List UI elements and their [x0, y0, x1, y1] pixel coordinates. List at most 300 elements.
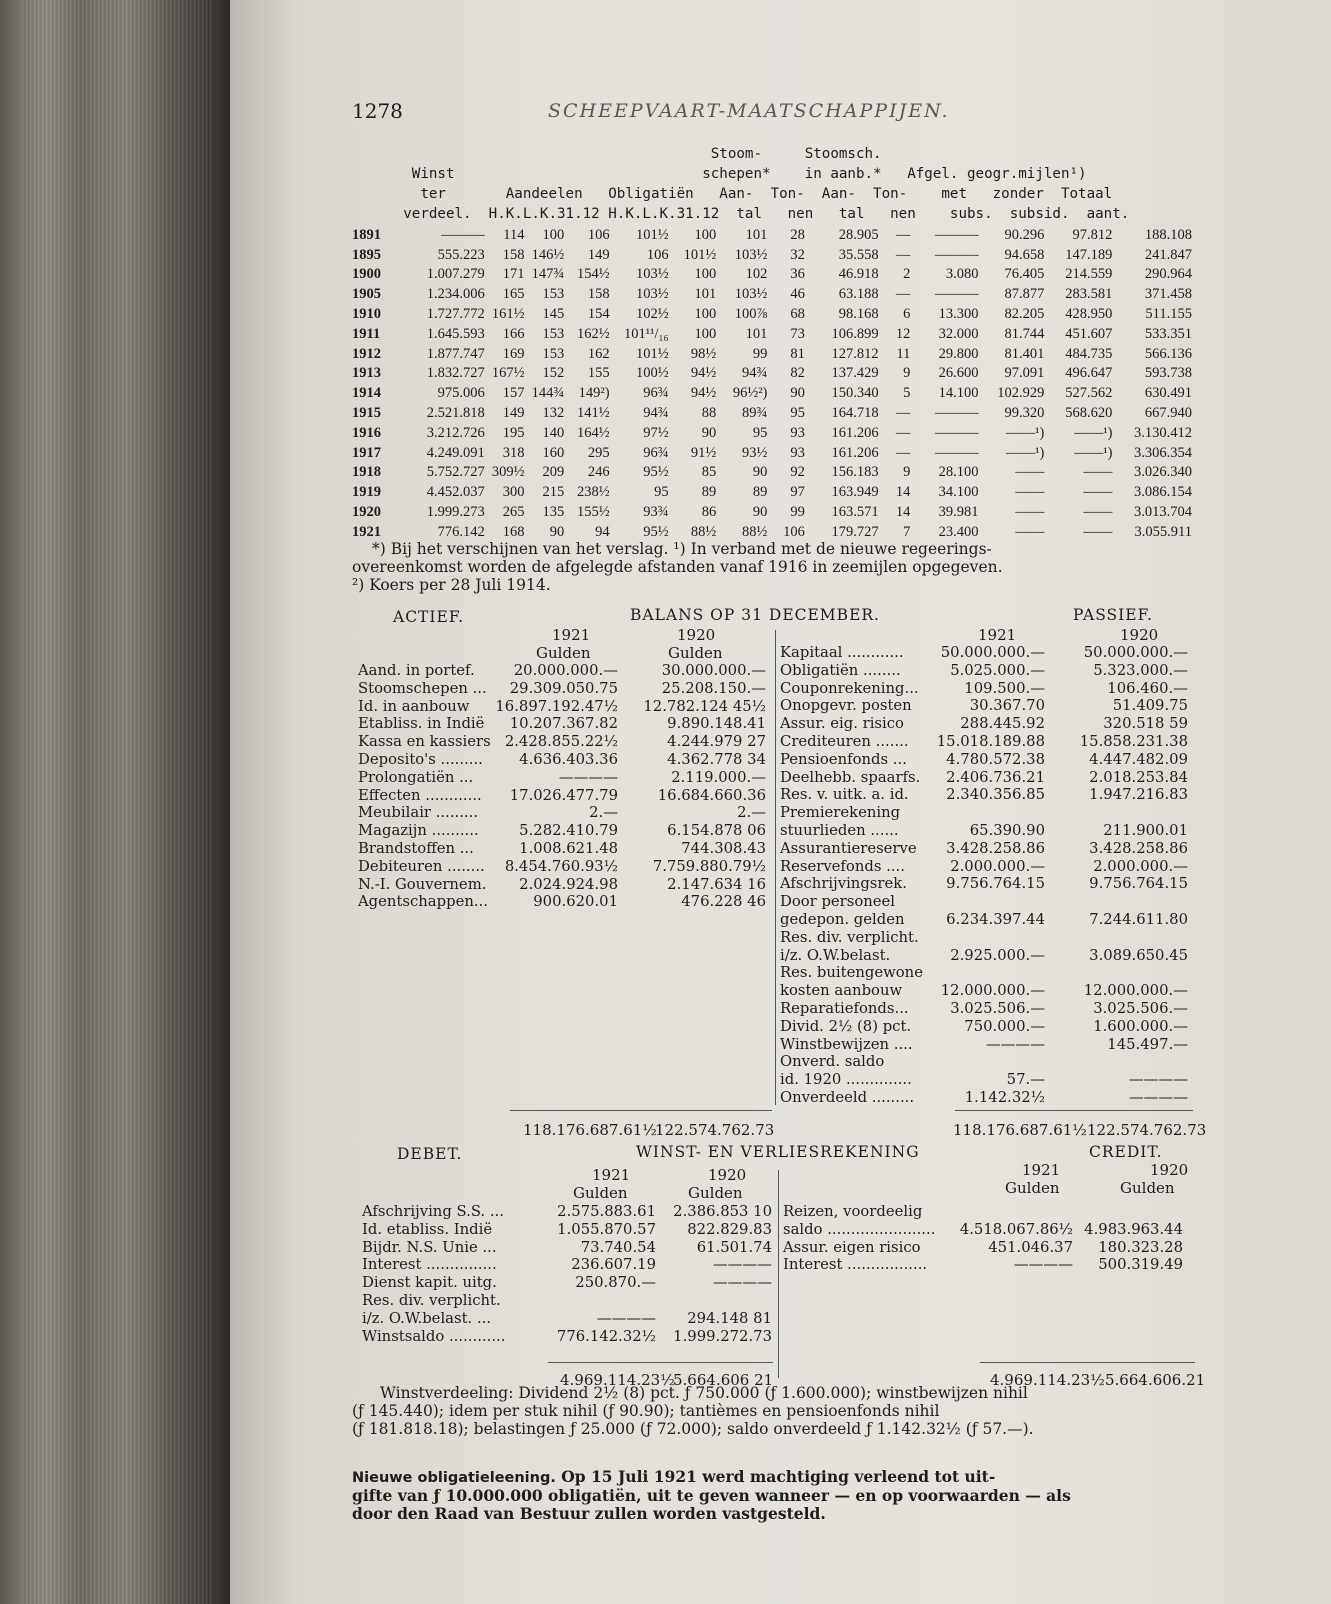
row-cell: 99.320 [1004, 404, 1045, 421]
winst-unit-d: Gulden [1120, 1179, 1175, 1197]
account-value-previous: ———— [1128, 1088, 1188, 1106]
row-year: 1920 [352, 503, 381, 520]
account-value-current: 776.142.32½ [556, 1327, 656, 1345]
row-year: 1918 [352, 464, 381, 481]
row-cell: 102½ [636, 305, 669, 322]
account-line [358, 876, 768, 894]
account-line [780, 947, 1200, 965]
account-line [358, 840, 768, 858]
row-cell: 9 [903, 464, 911, 481]
winst-total-left-b: 5.664.606 21 [673, 1371, 774, 1389]
account-value-previous: 12.000.000.— [1083, 982, 1188, 1000]
debet-heading: DEBET. [397, 1145, 463, 1163]
row-cell: 164.718 [831, 404, 879, 421]
fleet-table-row [352, 382, 1192, 402]
row-cell: 100 [694, 226, 717, 243]
account-value-previous: 106.460.— [1107, 679, 1188, 697]
row-cell: 144¾ [531, 385, 565, 402]
account-value-current: 451.046.37 [988, 1238, 1073, 1256]
account-value-previous: 4.983.963.44 [1084, 1220, 1183, 1238]
row-cell: 101½ [683, 246, 717, 263]
account-line [362, 1239, 774, 1257]
account-line [362, 1328, 774, 1346]
row-cell: 82.205 [1004, 305, 1045, 322]
row-cell: 169 [502, 345, 525, 362]
winst-total-right-a: 4.969.114.23½ [990, 1371, 1105, 1389]
fleet-table-row [352, 323, 1192, 343]
account-value-previous: 1.947.216.83 [1089, 786, 1188, 804]
row-cell: 776.142 [437, 523, 485, 540]
row-cell: 593.738 [1144, 365, 1192, 382]
row-cell: 90 [549, 523, 565, 540]
account-value-current: 250.870.— [575, 1274, 656, 1292]
balans-year-c: 1921 [978, 626, 1017, 644]
row-cell: 97.812 [1072, 226, 1113, 243]
account-value-previous: 5.323.000.— [1093, 661, 1188, 679]
account-value-current: 4.518.067.86½ [959, 1220, 1073, 1238]
winst-total-line-right [980, 1362, 1195, 1363]
fleet-table-row [352, 224, 1192, 244]
row-cell: 100⅞ [734, 305, 768, 322]
row-cell: —— [1083, 464, 1113, 481]
row-cell: 28.905 [838, 226, 879, 243]
account-value-previous: ———— [1128, 1071, 1188, 1089]
account-line [780, 1053, 1200, 1071]
account-line [358, 680, 768, 698]
page-number: 1278 [352, 99, 403, 123]
row-cell: 7 [903, 523, 911, 540]
row-cell: 95 [654, 484, 669, 501]
row-cell: ——— [934, 404, 979, 421]
account-value-current: 57.— [1006, 1071, 1045, 1089]
account-value-previous: 294.148 81 [687, 1309, 772, 1327]
account-value-current: 9.756.764.15 [946, 875, 1045, 893]
winst-total-left-a: 4.969.114.23½ [560, 1371, 675, 1389]
account-value-previous: 3.089.650.45 [1089, 946, 1188, 964]
fleet-table-row [352, 501, 1192, 521]
balans-year-d: 1920 [1120, 626, 1159, 644]
row-cell: 141½ [576, 404, 610, 421]
row-year: 1910 [352, 305, 381, 322]
winst-year-d: 1920 [1150, 1161, 1189, 1179]
account-value-previous: 15.858.231.38 [1079, 732, 1188, 750]
row-cell: 1.999.273 [426, 503, 485, 520]
actief-heading: ACTIEF. [393, 608, 465, 626]
account-line [780, 964, 1200, 982]
account-line [780, 751, 1200, 769]
account-line [358, 858, 768, 876]
account-line [358, 698, 768, 716]
account-label: Id. etabliss. Indië [362, 1220, 493, 1238]
account-label: Winstsaldo ............ [362, 1327, 506, 1345]
account-line [358, 751, 768, 769]
row-cell: — [895, 444, 911, 461]
row-cell: 101½ [636, 345, 669, 362]
row-cell: 484.735 [1065, 345, 1113, 362]
account-value-current: 900.620.01 [533, 893, 618, 911]
account-label: Magazijn .......... [358, 822, 479, 840]
row-cell: 163.949 [831, 484, 879, 501]
account-value-previous: 2.018.253.84 [1089, 768, 1188, 786]
row-cell: 167½ [491, 365, 525, 382]
account-label: Onopgevr. posten [780, 697, 912, 715]
row-cell: 101 [745, 325, 768, 342]
account-value-current: 8.454.760.93½ [504, 857, 618, 875]
fleet-header-line: Winst schepen* in aanb.* Afgel. geogr.mijlen¹) [352, 166, 1087, 182]
row-cell: 527.562 [1065, 385, 1113, 402]
account-line [358, 662, 768, 680]
row-cell: 102.929 [997, 385, 1045, 402]
row-cell: ——— [934, 246, 979, 263]
account-value-current: ———— [985, 1035, 1045, 1053]
row-cell: 290.964 [1144, 266, 1192, 283]
account-label: Bijdr. N.S. Unie ... [362, 1238, 497, 1256]
row-cell: 90 [752, 503, 768, 520]
row-cell: 90 [752, 464, 768, 481]
row-cell: 85 [701, 464, 717, 481]
account-line [780, 982, 1200, 1000]
account-label: Couponrekening... [780, 679, 919, 697]
row-cell: 147¾ [531, 266, 565, 283]
row-cell: 26.600 [938, 365, 979, 382]
account-value-current: 1.055.870.57 [557, 1220, 656, 1238]
account-value-previous: 211.900.01 [1103, 821, 1188, 839]
account-line [780, 715, 1200, 733]
fleet-table-row [352, 244, 1192, 264]
credit-list [783, 1203, 1193, 1274]
account-value-current: ———— [1013, 1256, 1073, 1274]
passief-list [780, 644, 1200, 1107]
account-label: Interest ............... [362, 1256, 497, 1274]
account-line [358, 733, 768, 751]
winstverdeeling-line-1: Winstverdeeling: Dividend 2½ (8) pct. ƒ 750.000 (ƒ 1.600.000); winstbewijzen nihil [380, 1384, 1028, 1402]
row-cell: 101 [745, 226, 768, 243]
balans-year-a: 1921 [552, 626, 591, 644]
row-cell: 35.558 [838, 246, 879, 263]
row-cell: — [895, 404, 911, 421]
row-cell: 14.100 [938, 385, 979, 402]
row-cell: 93½ [742, 444, 768, 461]
winst-total-line-left [548, 1362, 773, 1363]
fleet-table-row [352, 283, 1192, 303]
row-cell: 90.296 [1004, 226, 1045, 243]
account-label: Kapitaal ............ [780, 644, 904, 661]
balans-total-line-left [510, 1110, 772, 1111]
footnote-3: ²) Koers per 28 Juli 1914. [352, 576, 551, 594]
row-cell: 157 [502, 385, 525, 402]
winst-unit-a: Gulden [573, 1184, 628, 1202]
account-value-previous: 500.319.49 [1098, 1256, 1183, 1274]
account-value-current: 1.142.32½ [964, 1088, 1045, 1106]
row-cell: 32 [790, 246, 805, 263]
footnote-1: *) Bij het verschijnen van het verslag. ¹) In verband met de nieuwe regeerings- [372, 540, 992, 558]
row-cell: 3.086.154 [1134, 484, 1192, 501]
row-cell: 14 [895, 484, 911, 501]
row-cell: 89¾ [742, 404, 768, 421]
winst-title: WINST- EN VERLIESREKENING [636, 1143, 920, 1161]
row-year: 1895 [352, 246, 381, 263]
row-cell: 309½ [491, 464, 525, 481]
row-cell: 81 [790, 345, 805, 362]
row-year: 1905 [352, 286, 381, 303]
account-label: i/z. O.W.belast. [780, 946, 891, 964]
row-cell: — [895, 286, 911, 303]
row-cell: — [895, 246, 911, 263]
account-value-current: 65.390.90 [969, 821, 1045, 839]
row-cell: 135 [542, 503, 565, 520]
balans-total-right-b: 122.574.762.73 [1087, 1121, 1207, 1139]
obligatie-text-1: Op 15 Juli 1921 werd machtiging verleend tot uit- [555, 1466, 996, 1486]
account-value-current: 2.340.356.85 [946, 786, 1045, 804]
account-label: Etabliss. in Indië [358, 715, 485, 733]
credit-heading: CREDIT. [1089, 1143, 1163, 1161]
account-value-previous: 320.518 59 [1103, 715, 1188, 733]
account-value-current: ———— [558, 768, 618, 786]
account-value-previous: 2.119.000.— [671, 768, 766, 786]
account-value-current: 1.008.621.48 [519, 839, 618, 857]
account-value-current: 2.— [589, 804, 618, 822]
account-label: Afschrijvingsrek. [780, 875, 907, 893]
account-label: Reizen, voordeelig [783, 1203, 923, 1220]
row-cell: —— [1083, 503, 1113, 520]
balans-divider [775, 630, 776, 1105]
account-line [358, 822, 768, 840]
account-label: saldo ....................... [783, 1220, 936, 1238]
account-line [362, 1221, 774, 1239]
account-label: Kassa en kassiers [358, 733, 491, 751]
row-cell: 100 [542, 226, 565, 243]
account-value-current: 3.428.258.86 [946, 839, 1045, 857]
row-cell: 153 [542, 286, 565, 303]
row-cell: 14 [895, 503, 911, 520]
row-cell: ——— [441, 226, 485, 243]
row-cell: — [895, 424, 911, 441]
account-value-current: 16.897.192.47½ [495, 697, 618, 715]
row-cell: 1.645.593 [426, 325, 485, 342]
row-cell: —— [1015, 484, 1045, 501]
account-line [780, 1036, 1200, 1054]
row-cell: 100 [694, 325, 717, 342]
winst-year-a: 1921 [592, 1166, 631, 1184]
account-label: Reparatiefonds... [780, 999, 909, 1017]
row-cell: ——¹) [1074, 424, 1113, 441]
fleet-table-row [352, 521, 1192, 541]
row-cell: 68 [790, 305, 805, 322]
row-cell: 165 [502, 286, 525, 303]
row-cell: 93 [790, 444, 805, 461]
account-label: id. 1920 .............. [780, 1071, 912, 1089]
row-cell: 137.429 [831, 365, 879, 382]
account-label: Aand. in portef. [358, 662, 475, 679]
row-cell: 96¾ [643, 385, 669, 402]
row-year: 1913 [352, 365, 381, 382]
row-cell: ——¹) [1006, 424, 1045, 441]
row-cell: 153 [542, 325, 565, 342]
winst-unit-b: Gulden [688, 1184, 743, 1202]
account-label: Crediteuren ....... [780, 732, 909, 750]
row-cell: 246 [587, 464, 610, 481]
row-cell: 3.013.704 [1134, 503, 1192, 520]
row-cell: 3.306.354 [1134, 444, 1192, 461]
row-cell: 46.918 [838, 266, 879, 283]
row-cell: 147.189 [1065, 246, 1113, 263]
row-cell: —— [1083, 484, 1113, 501]
row-cell: 156.183 [831, 464, 879, 481]
account-label: Onverdeeld ......... [780, 1088, 915, 1106]
account-value-current: 6.234.397.44 [946, 910, 1045, 928]
row-cell: 161½ [491, 305, 525, 322]
row-cell: 568.620 [1065, 404, 1113, 421]
account-label: Assur. eigen risico [783, 1238, 921, 1256]
account-value-current: 2.428.855.22½ [504, 733, 618, 751]
row-cell: 1.832.727 [426, 365, 485, 382]
fleet-table-row [352, 303, 1192, 323]
row-cell: 3.130.412 [1134, 424, 1192, 441]
row-cell: 3.080 [945, 266, 979, 283]
row-cell: 63.188 [838, 286, 879, 303]
account-value-previous: 25.208.150.— [661, 679, 766, 697]
fleet-header-line: Stoom- Stoomsch. [352, 146, 882, 162]
row-cell: 81.744 [1004, 325, 1045, 342]
row-cell: 238½ [576, 484, 610, 501]
account-value-previous: 12.782.124 45½ [643, 697, 766, 715]
row-cell: 158 [502, 246, 525, 263]
account-label: Prolongatiën ... [358, 768, 474, 786]
row-cell: 99 [790, 503, 805, 520]
row-cell: 154½ [576, 266, 610, 283]
account-line [783, 1256, 1193, 1274]
account-label: Brandstoffen ... [358, 839, 474, 857]
account-line [358, 893, 768, 911]
obligatie-paragraph [352, 1450, 1187, 1522]
account-value-current: 10.207.367.82 [509, 715, 618, 733]
row-cell: 555.223 [437, 246, 485, 263]
account-value-previous: 50.000.000.— [1083, 644, 1188, 661]
row-cell: 34.100 [938, 484, 979, 501]
row-cell: 9 [903, 365, 911, 382]
account-value-current: 3.025.506.— [950, 999, 1045, 1017]
account-label: N.-I. Gouvernem. [358, 875, 487, 893]
account-line [780, 875, 1200, 893]
account-value-previous: 7.759.880.79½ [652, 857, 766, 875]
account-value-previous: 51.409.75 [1112, 697, 1188, 715]
account-label: Res. div. verplicht. [362, 1291, 501, 1309]
row-cell: 46 [790, 286, 805, 303]
row-cell: 89 [752, 484, 768, 501]
row-cell: 92 [790, 464, 805, 481]
row-cell: 566.136 [1144, 345, 1192, 362]
balans-total-left-b: 122.574.762.73 [655, 1121, 775, 1139]
row-cell: 12 [895, 325, 911, 342]
row-cell: 102 [745, 266, 768, 283]
account-label: Agentschappen... [358, 893, 488, 911]
row-cell: 114 [503, 226, 525, 243]
row-cell: —— [1015, 464, 1045, 481]
row-cell: 94¾ [742, 365, 768, 382]
fleet-table-row [352, 481, 1192, 501]
row-cell: 2.521.818 [426, 404, 485, 421]
account-value-previous: ———— [712, 1274, 772, 1292]
row-cell: 93¾ [643, 503, 669, 520]
row-cell: 73 [790, 325, 805, 342]
winst-year-c: 1921 [1022, 1161, 1061, 1179]
row-cell: 127.812 [831, 345, 879, 362]
account-line [780, 644, 1200, 662]
account-label: Assurantiereserve [780, 839, 917, 857]
account-label: Divid. 2½ (8) pct. [780, 1017, 912, 1035]
fleet-header-line: ter Aandeelen Obligatiën Aan- Ton- Aan- Ton- met zonder Totaal [352, 186, 1113, 202]
row-cell: 28 [790, 226, 805, 243]
account-value-current: 5.282.410.79 [519, 822, 618, 840]
row-cell: 106 [646, 246, 669, 263]
row-cell: 171 [502, 266, 525, 283]
row-cell: 94½ [690, 385, 717, 402]
row-cell: 496.647 [1065, 365, 1113, 382]
row-cell: 209 [542, 464, 565, 481]
row-cell: 32.000 [938, 325, 979, 342]
account-label: Res. buitengewone [780, 964, 923, 982]
row-cell: 95 [752, 424, 768, 441]
account-value-previous: 1.999.272.73 [673, 1327, 772, 1345]
row-cell: 428.950 [1065, 305, 1113, 322]
row-cell: 88 [701, 404, 717, 421]
row-cell: 1.234.006 [426, 286, 485, 303]
row-cell: 1.727.772 [426, 305, 485, 322]
fleet-table-row [352, 402, 1192, 422]
row-cell: ——— [934, 424, 979, 441]
row-cell: 29.800 [938, 345, 979, 362]
row-cell: 160 [542, 444, 565, 461]
account-line [780, 662, 1200, 680]
account-line [780, 697, 1200, 715]
account-line [783, 1221, 1193, 1239]
row-cell: 96½²) [732, 385, 768, 402]
row-cell: 511.155 [1145, 305, 1192, 322]
row-cell: 36 [790, 266, 805, 283]
account-line [780, 822, 1200, 840]
account-line [780, 733, 1200, 751]
row-year: 1917 [352, 444, 381, 461]
account-label: Afschrijving S.S. ... [362, 1203, 504, 1220]
account-line [780, 680, 1200, 698]
row-cell: 195 [502, 424, 525, 441]
row-cell: ——¹) [1006, 444, 1045, 461]
row-cell: 155 [587, 365, 610, 382]
row-cell: 106.899 [831, 325, 879, 342]
row-cell: 95½ [643, 523, 669, 540]
row-cell: 100 [694, 305, 717, 322]
account-value-current: 4.780.572.38 [946, 750, 1045, 768]
row-cell: 94.658 [1004, 246, 1045, 263]
row-cell: 88½ [690, 523, 717, 540]
row-cell: 4.249.091 [426, 444, 485, 461]
account-value-previous: 2.147.634 16 [667, 875, 766, 893]
row-year: 1919 [352, 484, 381, 501]
account-line [358, 769, 768, 787]
account-label: Interest ................. [783, 1256, 928, 1274]
account-value-current: 30.367.70 [969, 697, 1045, 715]
row-cell: 76.405 [1004, 266, 1045, 283]
account-label: kosten aanbouw [780, 982, 903, 1000]
winst-unit-c: Gulden [1005, 1179, 1060, 1197]
account-line [780, 893, 1200, 911]
account-value-current: 4.636.403.36 [519, 750, 618, 768]
account-label: Res. v. uitk. a. id. [780, 786, 909, 804]
account-value-previous: 9.890.148.41 [667, 715, 766, 733]
row-year: 1915 [352, 404, 381, 421]
account-value-current: 5.025.000.— [950, 661, 1045, 679]
account-label: Res. div. verplicht. [780, 928, 919, 946]
